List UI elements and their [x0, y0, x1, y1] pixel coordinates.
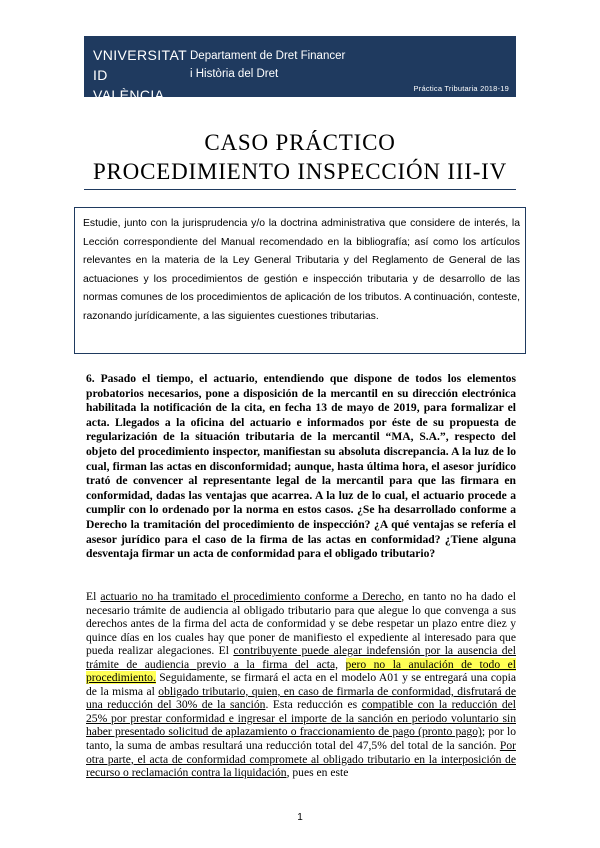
- title-divider: [84, 189, 516, 190]
- logo-line-1: VNIVERSITAT: [93, 47, 188, 63]
- answer-underlined: obligado tributario, quien, en caso de firmarla de conformidad, disfrutará de una reducción del 30% de la sanción: [86, 684, 516, 712]
- department-line-1: Departament de Dret Financer: [190, 50, 346, 62]
- answer-text: , pues en este: [286, 766, 349, 780]
- question-paragraph: 6. Pasado el tiempo, el actuario, entendiendo que dispone de todos los elementos probatorios necesarios, pone a disposición de la mercantil en su dirección electrónica habilitada la notificación de la cita, en fecha 13 de mayo de 2019, para formalizar el acta. Llegados a la oficina del actuario e informados por éste de su propuesta de regularización de la situación tributaria de la mercantil “MA, S.A.”, respecto del objeto del procedimiento inspector, manifiestan su absoluta discrepancia. A la luz de lo cual, firman las actas en disconformidad; aunque, hasta última hora, el asesor jurídico trató de convencer al representante legal de la mercantil para que las firmara en conformidad, dadas las ventajas que acarrea. A la luz de lo cual, el actuario procede a cumplir con lo ordenado por la norma en estos casos. ¿Se ha desarrollado conforme a Derecho la tramitación del procedimiento de inspección? ¿A qué ventajas se refería el asesor jurídico para el caso de la firma de las actas en conformidad? ¿Tiene alguna desventaja firmar un acta de conformidad para el obligado tributario?: [86, 372, 516, 561]
- answer-text: Seguidamente, se firmará el acta en el modelo A01 y se entregará una copia de la misma al: [86, 671, 516, 698]
- page-number: 1: [297, 812, 303, 823]
- answer-text: [338, 658, 346, 671]
- instructions-box: [74, 207, 526, 354]
- course-subject: Práctica Tributaria 2018-19: [413, 84, 509, 93]
- answer-underlined: contribuyente puede alegar indefensión por la ausencia del trámite de audiencia previo a la firma del acta,: [86, 644, 516, 671]
- answer-paragraph: [86, 590, 516, 780]
- answer-text: . Esta reducción es: [265, 698, 362, 712]
- university-logo: [93, 45, 188, 105]
- department-line-2: i Història del Dret: [190, 68, 279, 80]
- university-header-banner: [84, 36, 516, 103]
- answer-text: , en tanto no ha dado el necesario trámite de audiencia al obligado tributario para que alegue lo que convenga a sus derechos antes de la firma del acta de conformidad y se debe respetar un plazo entre diez y quince días en los cuales hay que poner de manifiesto el expediente al interesado para que pueda realizar alegaciones. El: [86, 590, 517, 658]
- document-title-line-1: CASO PRÁCTICO: [204, 130, 396, 155]
- answer-underlined: actuario no ha tramitado el procedimiento conforme a Derecho: [100, 590, 402, 603]
- instructions-text: Estudie, junto con la jurisprudencia y/o la doctrina administrativa que considere de interés, la Lección correspondiente del Manual recomendado en la bibliografía; así como los artículos relevantes en la materia de la Ley General Tributaria y del Reglamento de General de las actuaciones y los procedimientos de gestión e inspección tributaria y de desarrollo de las normas comunes de los procedimientos de aplicación de los tributos. A continuación, conteste, razonando jurídicamente, a las siguientes cuestiones tributarias.: [83, 218, 520, 322]
- document-title-line-2: PROCEDIMIENTO INSPECCIÓN III-IV: [92, 159, 508, 184]
- answer-text: El: [86, 590, 101, 603]
- logo-line-2: ID VALÈNCIA: [93, 67, 165, 103]
- department-name: [190, 47, 345, 83]
- answer-text: ; por lo tanto, la suma de ambas resultará una reducción total del 47,5% del total de la sanción.: [86, 725, 516, 753]
- answer-underlined: compatible con la reducción del 25% por prestar conformidad e ingresar el importe de la sanción en periodo voluntario sin haber presentado solicitud de aplazamiento o fraccionamiento de pago (pronto pago): [86, 698, 516, 739]
- answer-highlighted: pero no la anulación de todo el procedimiento.: [86, 657, 516, 685]
- answer-underlined: Por otra parte, el acta de conformidad compromete al obligado tributario en la interposición de recurso o reclamación contra la liquidación: [86, 739, 516, 780]
